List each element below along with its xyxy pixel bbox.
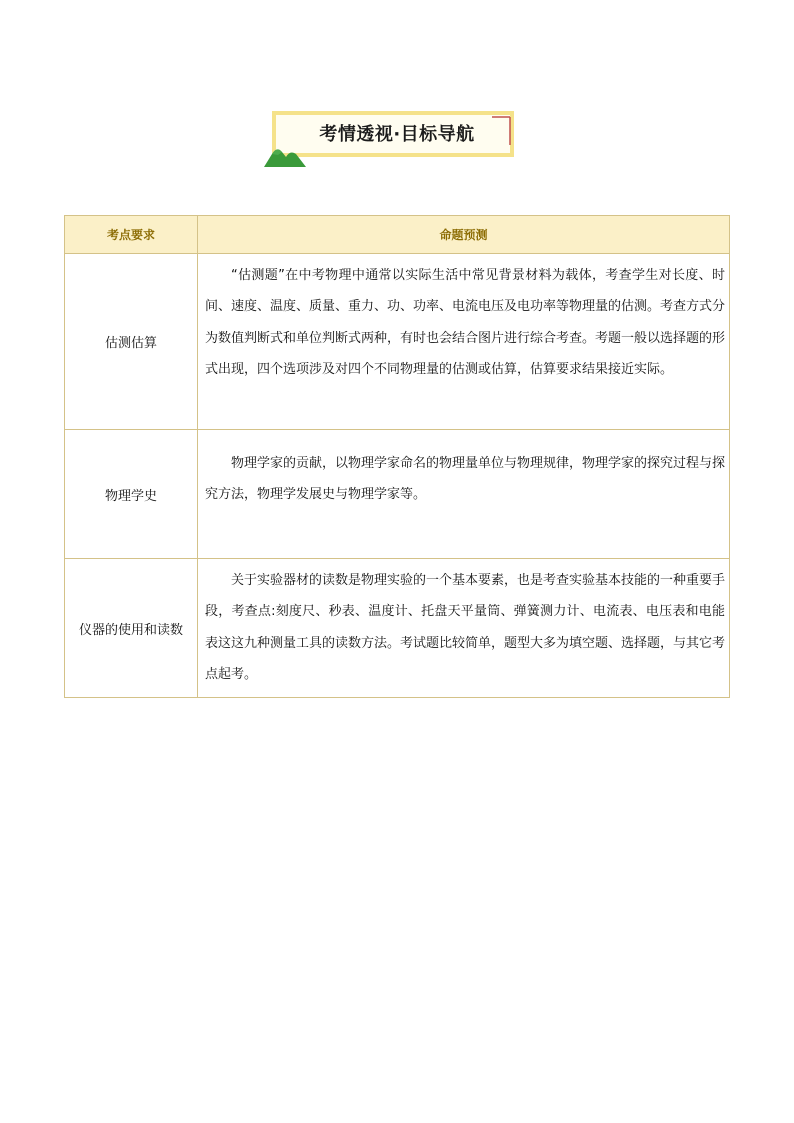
- topic-cell: 物理学史: [65, 430, 198, 559]
- banner-title: 考情透视·目标导航: [319, 124, 475, 145]
- header-requirement: 考点要求: [65, 216, 198, 254]
- section-banner: [264, 109, 524, 167]
- table-header-row: [65, 216, 730, 254]
- table-row: [65, 254, 730, 430]
- table-row: [65, 430, 730, 559]
- topic-cell: 仪器的使用和读数: [65, 559, 198, 698]
- table-row: [65, 559, 730, 698]
- mountain-icon: [264, 145, 310, 167]
- description-cell: “估测题”在中考物理中通常以实际生活中常见背景材料为载体，考查学生对长度、时间、速度、温度、质量、重力、功、功率、电流电压及电功率等物理量的估测。考查方式分为数值判断式和单位判断式两种，有时也会结合图片进行综合考查。考题一般以选择题的形式出现，四个选项涉及对四个不同物理量的估测或估算，估算要求结果接近实际。: [198, 254, 730, 430]
- header-prediction: 命题预测: [198, 216, 730, 254]
- topic-cell: 估测估算: [65, 254, 198, 430]
- corner-accent-icon: [492, 115, 514, 145]
- description-cell: 关于实验器材的读数是物理实验的一个基本要素，也是考查实验基本技能的一种重要手段，考查点:刻度尺、秒表、温度计、托盘天平量筒、弹簧测力计、电流表、电压表和电能表这这九种测量工具的读数方法。考试题比较简单，题型大多为填空题、选择题，与其它考点起考。: [198, 559, 730, 698]
- exam-points-table: [64, 215, 730, 698]
- description-cell: 物理学家的贡献，以物理学家命名的物理量单位与物理规律，物理学家的探究过程与探究方法，物理学发展史与物理学家等。: [198, 430, 730, 559]
